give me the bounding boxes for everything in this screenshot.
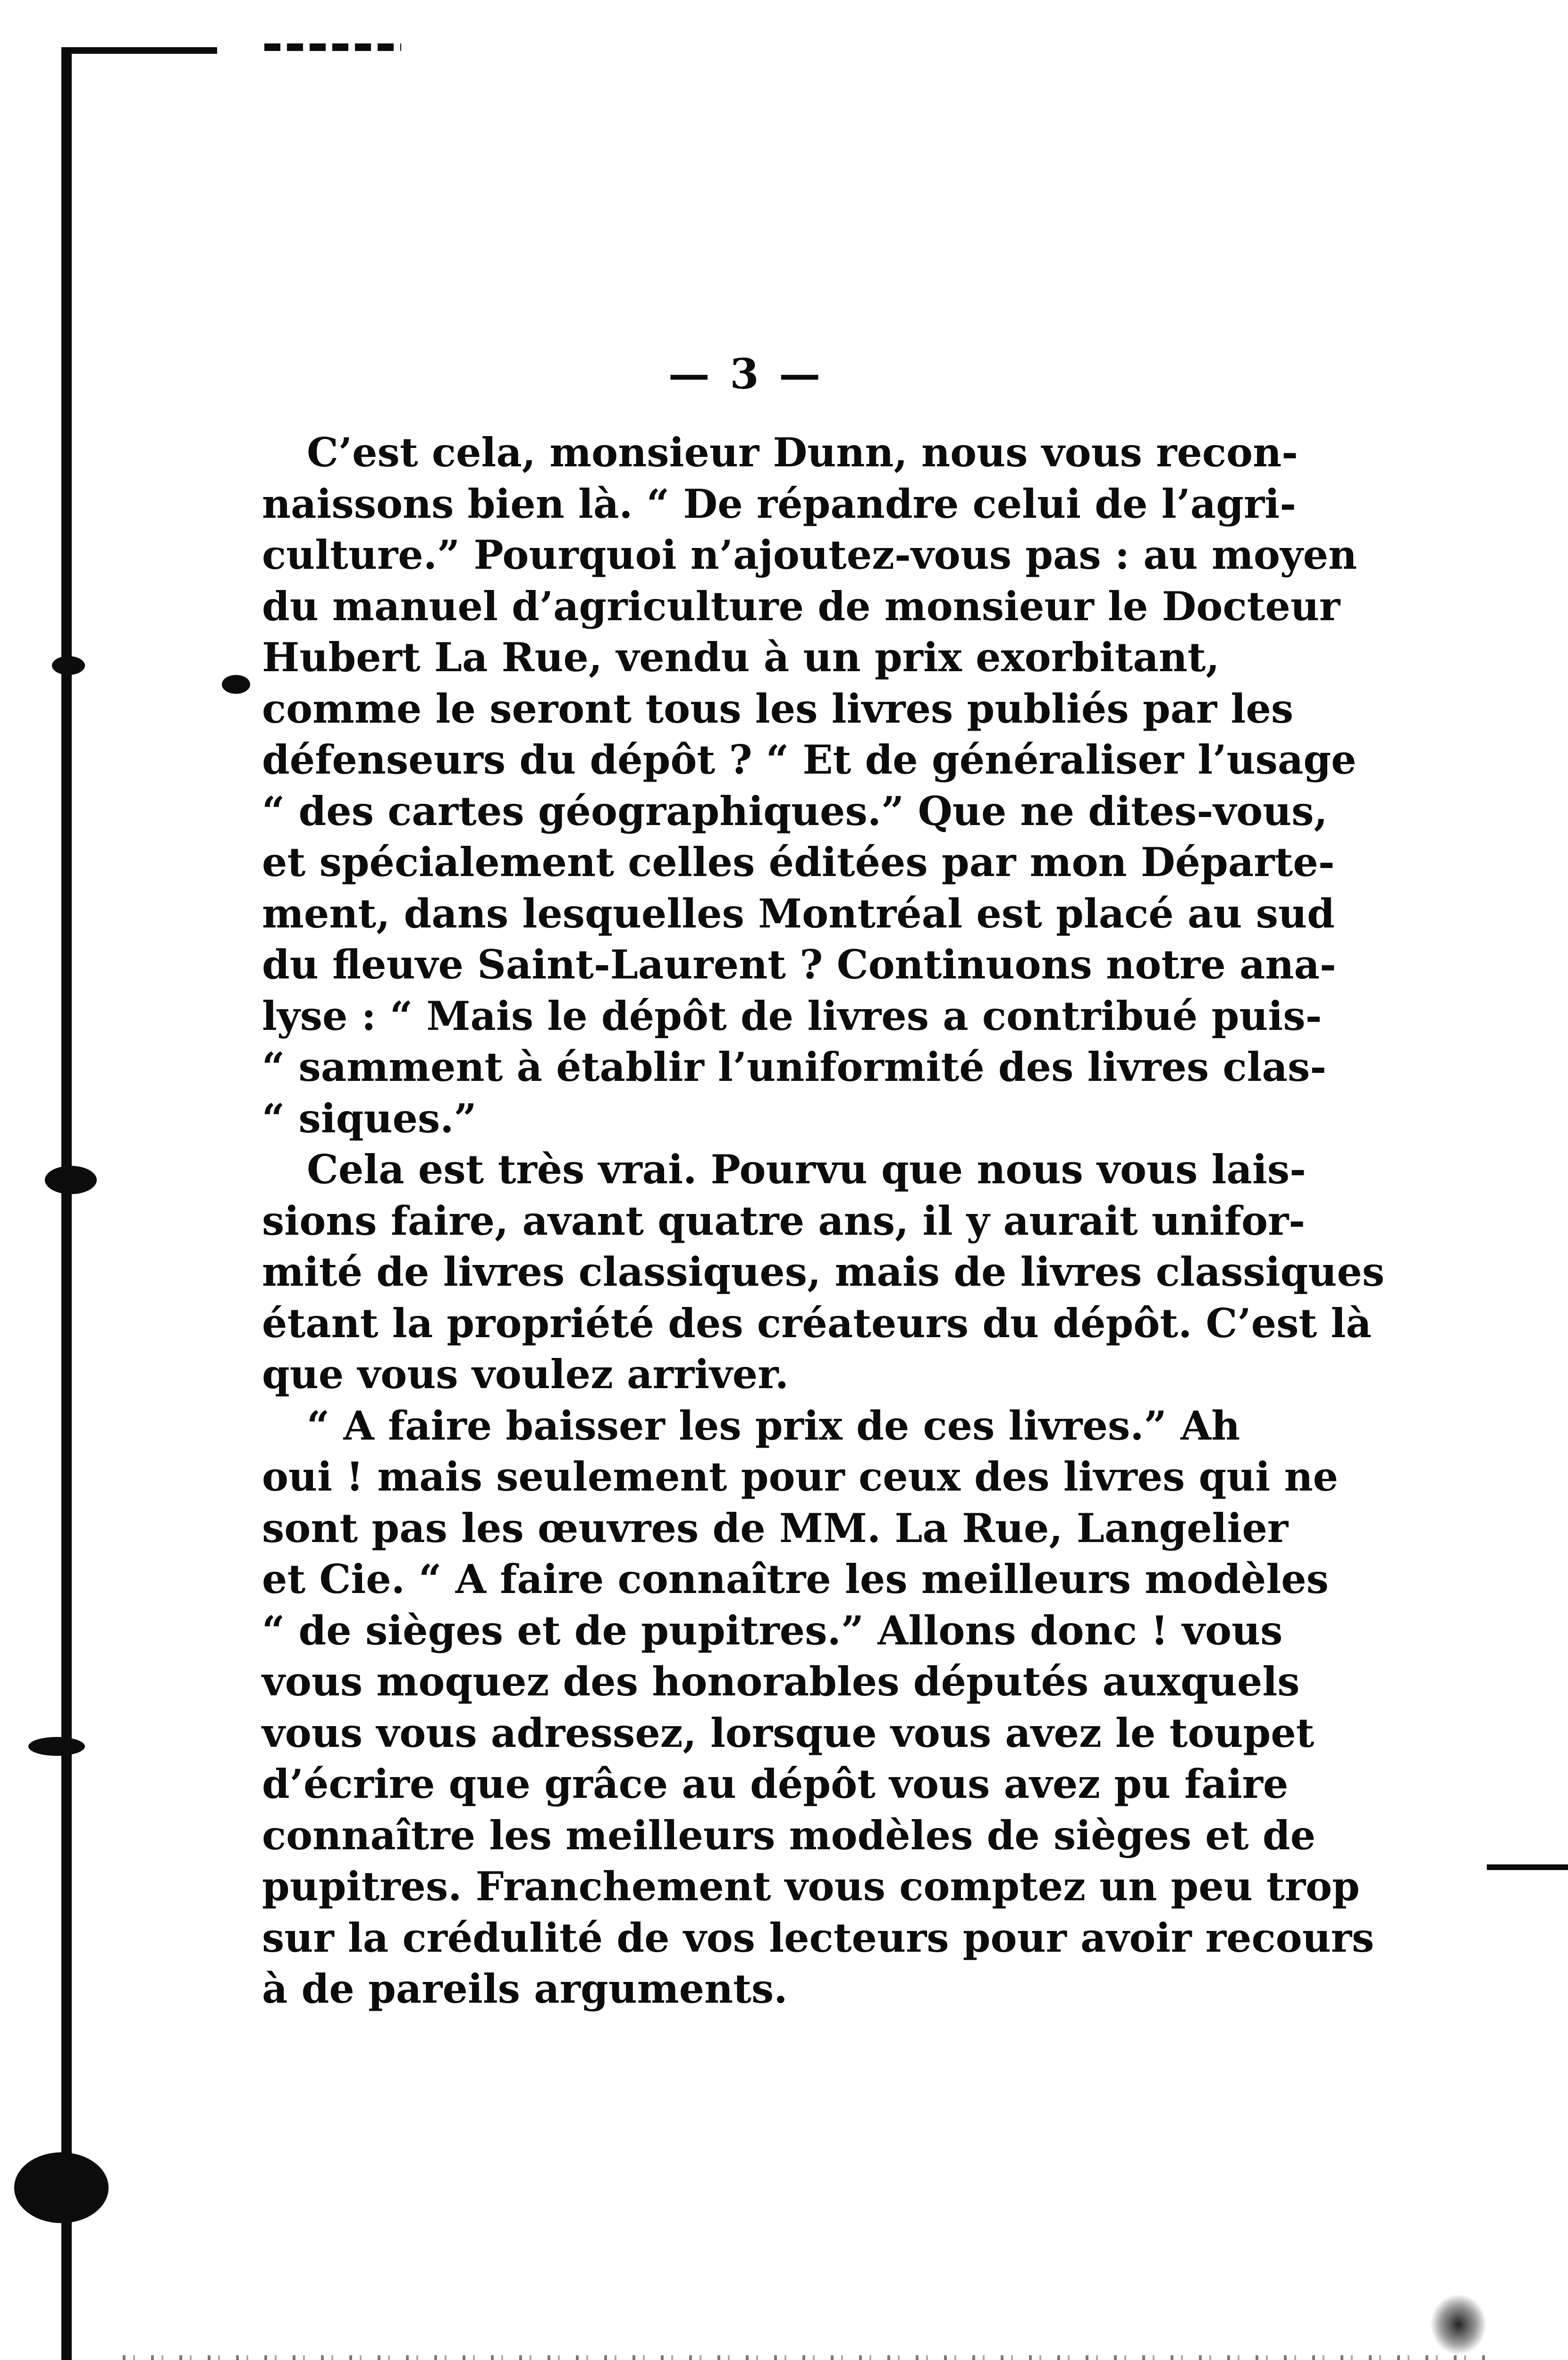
text-line: “ siques.” <box>262 1095 477 1142</box>
text-line: défenseurs du dépôt ? “ Et de généraliser l’usage <box>262 736 1357 783</box>
scan-blot <box>45 1166 97 1194</box>
text-line: sur la crédulité de vos lecteurs pour avoir recours <box>262 1914 1374 1961</box>
text-line: naissons bien là. “ De répandre celui de l’agri- <box>262 480 1297 527</box>
text-line: “ A faire baisser les prix de ces livres.” Ah <box>307 1402 1240 1449</box>
text-line: lyse : “ Mais le dépôt de livres a contribué puis- <box>262 992 1322 1039</box>
text-line: vous vous adressez, lorsque vous avez le toupet <box>262 1709 1315 1756</box>
text-line: du manuel d’agriculture de monsieur le Docteur <box>262 582 1340 630</box>
text-line: mité de livres classiques, mais de livres classiques <box>262 1248 1385 1295</box>
text-line: que vous voulez arriver. <box>262 1351 789 1398</box>
scan-top-rule <box>61 47 217 54</box>
text-line: “ de sièges et de pupitres.” Allons donc ! vous <box>262 1607 1283 1654</box>
scan-corner-blot <box>1430 2294 1487 2355</box>
scan-blot <box>52 656 85 675</box>
text-line: du fleuve Saint-Laurent ? Continuons notre ana- <box>262 941 1336 988</box>
scan-blot <box>14 2152 109 2223</box>
text-line: Hubert La Rue, vendu à un prix exorbitant, <box>262 634 1220 681</box>
text-line: étant la propriété des créateurs du dépôt. C’est là <box>262 1299 1372 1347</box>
text-line: et Cie. “ A faire connaître les meilleurs modèles <box>262 1556 1329 1602</box>
text-line: pupitres. Franchement vous comptez un peu trop <box>262 1863 1360 1910</box>
text-line: C’est cela, monsieur Dunn, nous vous recon- <box>307 429 1298 476</box>
scan-bottom-noise <box>123 2355 1492 2360</box>
text-line: connaître les meilleurs modèles de sièges et de <box>262 1812 1316 1859</box>
text-line: sont pas les œuvres de MM. La Rue, Langelier <box>262 1504 1289 1551</box>
body-text <box>262 427 1385 2015</box>
text-line: culture.” Pourquoi n’ajoutez-vous pas : au moyen <box>262 531 1357 578</box>
text-line: à de pareils arguments. <box>262 1965 788 2012</box>
text-line: d’écrire que grâce au dépôt vous avez pu faire <box>262 1761 1289 1807</box>
text-line: et spécialement celles éditées par mon Départe- <box>262 839 1335 885</box>
scan-left-edge <box>61 52 72 2360</box>
text-line: vous moquez des honorables députés auxquels <box>262 1658 1300 1705</box>
scan-blot <box>222 675 250 694</box>
page-number: — 3 — <box>668 349 824 398</box>
text-line: comme le seront tous les livres publiés par les <box>262 685 1294 732</box>
text-line: sions faire, avant quatre ans, il y aurait unifor- <box>262 1197 1306 1244</box>
scan-top-dashes <box>264 43 401 51</box>
text-line: Cela est très vrai. Pourvu que nous vous lais- <box>307 1146 1307 1193</box>
scan-right-rule <box>1487 1864 1568 1870</box>
text-line: oui ! mais seulement pour ceux des livres qui ne <box>262 1453 1339 1500</box>
text-line: ment, dans lesquelles Montréal est placé au sud <box>262 890 1335 937</box>
text-line: “ des cartes géographiques.” Que ne dites-vous, <box>262 787 1328 834</box>
scan-blot <box>28 1737 85 1756</box>
text-line: “ samment à établir l’uniformité des livres clas- <box>262 1044 1327 1090</box>
